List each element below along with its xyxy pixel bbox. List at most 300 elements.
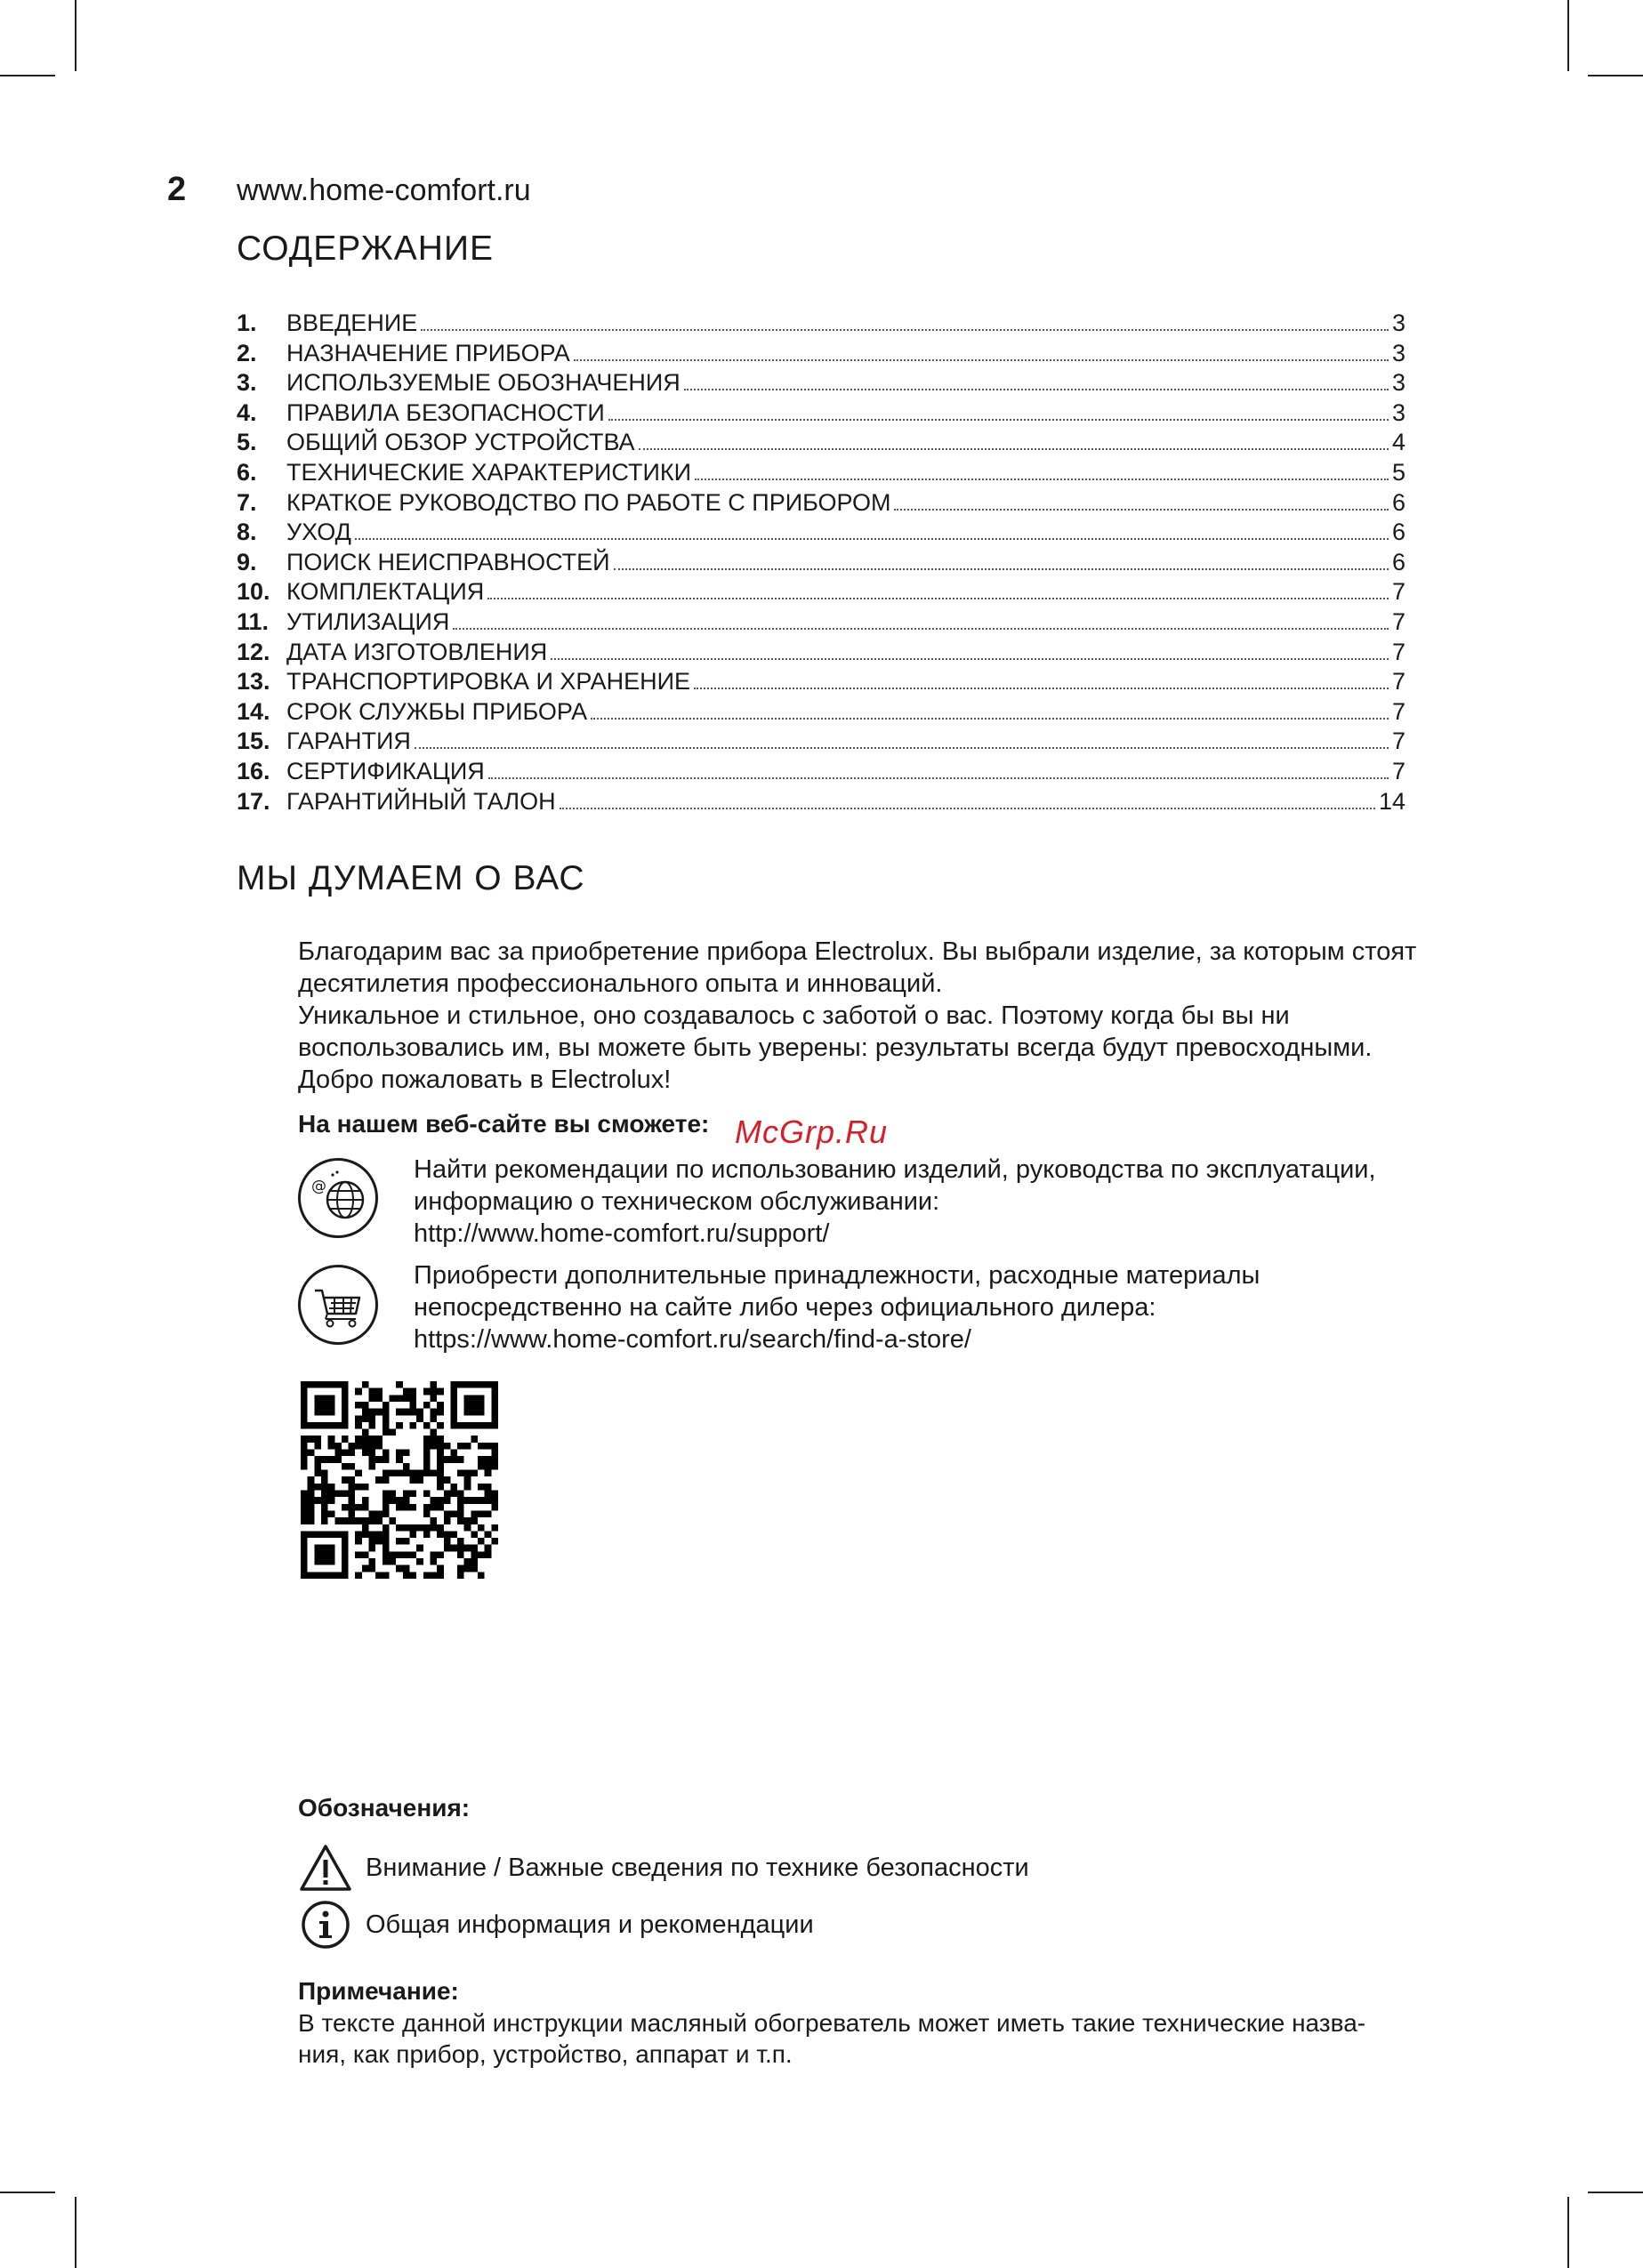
qr-module	[301, 1395, 308, 1402]
qr-module	[342, 1402, 349, 1409]
qr-module	[369, 1463, 376, 1470]
toc-item-title: ГАРАНТИЙНЫЙ ТАЛОН	[286, 787, 556, 815]
qr-module	[430, 1409, 437, 1416]
qr-module	[355, 1484, 362, 1491]
crop-mark	[1567, 2197, 1569, 2268]
qr-module	[437, 1436, 444, 1443]
qr-module	[321, 1422, 328, 1429]
qr-module	[342, 1517, 349, 1524]
qr-module	[301, 1504, 308, 1511]
qr-module	[485, 1381, 492, 1388]
qr-module	[491, 1490, 498, 1497]
qr-module	[403, 1409, 410, 1416]
qr-module	[423, 1443, 431, 1450]
toc-item[interactable]	[237, 668, 1405, 698]
toc-item-number: 11.	[237, 607, 270, 635]
qr-module	[423, 1531, 431, 1538]
qr-module	[321, 1490, 328, 1497]
qr-module	[437, 1551, 444, 1558]
qr-module	[362, 1551, 369, 1558]
qr-module	[464, 1565, 471, 1572]
qr-module	[485, 1463, 492, 1470]
qr-module	[328, 1551, 335, 1558]
qr-module	[328, 1572, 335, 1579]
toc-item-page: 14	[1378, 787, 1405, 815]
qr-module	[334, 1422, 342, 1429]
qr-module	[485, 1545, 492, 1552]
qr-module	[342, 1409, 349, 1416]
toc-item[interactable]	[237, 310, 1405, 340]
qr-module	[369, 1443, 376, 1450]
qr-module	[383, 1551, 390, 1558]
qr-module	[314, 1558, 321, 1565]
qr-module	[478, 1510, 485, 1517]
qr-module	[342, 1436, 349, 1443]
qr-module	[369, 1436, 376, 1443]
qr-module	[301, 1545, 308, 1552]
toc-item[interactable]	[237, 639, 1405, 669]
qr-module	[301, 1572, 308, 1579]
watermark: McGrp.Ru	[735, 1114, 889, 1150]
qr-module	[396, 1456, 403, 1463]
qr-module	[437, 1443, 444, 1450]
toc-item-page: 6	[1391, 488, 1405, 516]
qr-module	[314, 1551, 321, 1558]
qr-module	[355, 1538, 362, 1545]
qr-module	[301, 1409, 308, 1416]
qr-module	[444, 1490, 451, 1497]
qr-module	[403, 1565, 410, 1572]
store-link[interactable]: https://www.home-comfort.ru/search/find-a-store/	[414, 1325, 971, 1354]
toc-item[interactable]	[237, 758, 1405, 788]
toc-item[interactable]	[237, 489, 1405, 519]
qr-module	[444, 1456, 451, 1463]
toc-item-page: 7	[1391, 578, 1405, 606]
qr-module	[430, 1395, 437, 1402]
toc-leader	[560, 808, 1375, 809]
qr-module	[416, 1545, 423, 1552]
qr-module	[444, 1531, 451, 1538]
qr-module	[301, 1388, 308, 1395]
intro-paragraph: Добро пожаловать в Electrolux!	[298, 1066, 672, 1094]
toc-item-page: 3	[1391, 398, 1405, 426]
qr-module	[437, 1409, 444, 1416]
website-heading: На нашем веб-сайте вы сможете:	[298, 1110, 710, 1138]
crop-mark	[75, 0, 77, 71]
qr-module	[437, 1504, 444, 1511]
toc-item-page: 7	[1391, 728, 1405, 755]
qr-module	[301, 1490, 308, 1497]
qr-module	[390, 1395, 397, 1402]
qr-module	[396, 1450, 403, 1457]
toc-leader	[487, 598, 1389, 599]
qr-module	[328, 1531, 335, 1538]
qr-module	[450, 1545, 457, 1552]
qr-module	[457, 1381, 464, 1388]
qr-module	[301, 1436, 308, 1443]
toc-leader	[488, 777, 1389, 779]
qr-module	[355, 1504, 362, 1511]
qr-module	[375, 1436, 383, 1443]
qr-module	[450, 1395, 457, 1402]
qr-module	[457, 1504, 464, 1511]
qr-module	[362, 1450, 369, 1457]
qr-module	[396, 1538, 403, 1545]
toc-item-title: ПОИСК НЕИСПРАВНОСТЕЙ	[286, 548, 610, 575]
qr-module	[450, 1402, 457, 1409]
qr-module	[362, 1517, 369, 1524]
qr-module	[450, 1450, 457, 1457]
qr-module	[355, 1443, 362, 1450]
qr-module	[457, 1538, 464, 1545]
qr-module	[409, 1422, 416, 1429]
qr-module	[342, 1388, 349, 1395]
qr-module	[383, 1531, 390, 1538]
toc-item-title: НАЗНАЧЕНИЕ ПРИБОРА	[286, 339, 570, 366]
qr-module	[328, 1395, 335, 1402]
qr-module	[416, 1415, 423, 1422]
qr-module	[457, 1517, 464, 1524]
toc-item[interactable]	[237, 459, 1405, 489]
toc-item-title: ОБЩИЙ ОБЗОР УСТРОЙСТВА	[286, 429, 635, 456]
qr-module	[321, 1551, 328, 1558]
qr-module	[471, 1409, 478, 1416]
qr-module	[308, 1531, 315, 1538]
qr-module	[478, 1409, 485, 1416]
site-url[interactable]: www.home-comfort.ru	[237, 173, 531, 207]
qr-module	[485, 1531, 492, 1538]
qr-module	[444, 1517, 451, 1524]
qr-module	[409, 1395, 416, 1402]
qr-module	[444, 1545, 451, 1552]
qr-module	[423, 1510, 431, 1517]
qr-module	[485, 1470, 492, 1477]
toc-leader	[421, 329, 1389, 331]
qr-module	[491, 1504, 498, 1511]
qr-module	[314, 1497, 321, 1504]
toc-item-number: 3.	[237, 369, 257, 397]
crop-mark	[1567, 0, 1569, 71]
qr-module	[342, 1545, 349, 1552]
qr-module	[485, 1456, 492, 1463]
qr-module	[450, 1409, 457, 1416]
qr-module	[491, 1422, 498, 1429]
toc-item[interactable]	[237, 549, 1405, 579]
qr-module	[430, 1436, 437, 1443]
qr-module	[369, 1409, 376, 1416]
qr-module	[375, 1388, 383, 1395]
qr-module	[308, 1490, 315, 1497]
qr-module	[334, 1456, 342, 1463]
toc-item-page: 4	[1391, 429, 1405, 456]
qr-module	[403, 1470, 410, 1477]
qr-module	[383, 1415, 390, 1422]
qr-module	[409, 1402, 416, 1409]
toc-leader	[694, 688, 1389, 689]
qr-module	[355, 1551, 362, 1558]
qr-module	[362, 1436, 369, 1443]
qr-module	[478, 1381, 485, 1388]
note-text	[298, 2007, 1454, 2070]
qr-module	[301, 1551, 308, 1558]
qr-module	[464, 1476, 471, 1484]
qr-module	[430, 1558, 437, 1565]
qr-module	[457, 1551, 464, 1558]
toc-item[interactable]	[237, 788, 1405, 818]
qr-module	[362, 1429, 369, 1436]
qr-module	[375, 1409, 383, 1416]
qr-module	[491, 1409, 498, 1416]
toc-item[interactable]	[237, 429, 1405, 459]
toc-item-page: 6	[1391, 548, 1405, 575]
qr-module	[321, 1558, 328, 1565]
qr-module	[383, 1510, 390, 1517]
toc-leader	[695, 479, 1389, 480]
qr-module	[308, 1436, 315, 1443]
qr-module	[491, 1497, 498, 1504]
qr-module	[471, 1402, 478, 1409]
toc-item[interactable]	[237, 578, 1405, 608]
qr-module	[464, 1524, 471, 1532]
qr-module	[314, 1470, 321, 1477]
toc-item-number: 7.	[237, 488, 257, 516]
qr-module	[437, 1484, 444, 1491]
qr-module	[362, 1409, 369, 1416]
info-icon	[298, 1900, 353, 1950]
qr-module	[342, 1531, 349, 1538]
qr-module	[403, 1497, 410, 1504]
qr-module	[369, 1422, 376, 1429]
toc-item-number: 12.	[237, 638, 270, 665]
qr-module	[478, 1538, 485, 1545]
toc-item-title: СЕРТИФИКАЦИЯ	[286, 757, 485, 784]
qr-module	[321, 1484, 328, 1491]
qr-module	[423, 1422, 431, 1429]
qr-module	[409, 1504, 416, 1511]
qr-module	[457, 1456, 464, 1463]
qr-module	[328, 1510, 335, 1517]
qr-module	[328, 1456, 335, 1463]
qr-module	[464, 1402, 471, 1409]
qr-module	[437, 1497, 444, 1504]
crop-mark	[1588, 2192, 1643, 2193]
toc-item-number: 5.	[237, 429, 257, 456]
qr-module	[349, 1450, 356, 1457]
qr-module	[464, 1470, 471, 1477]
qr-module	[369, 1558, 376, 1565]
qr-module	[471, 1497, 478, 1504]
qr-module	[375, 1572, 383, 1579]
toc-item-page: 3	[1391, 310, 1405, 336]
qr-module	[369, 1510, 376, 1517]
qr-module	[409, 1409, 416, 1416]
toc-item-title: СРОК СЛУЖБЫ ПРИБОРА	[286, 697, 588, 725]
toc-item-title: ГАРАНТИЯ	[286, 728, 411, 755]
qr-module	[349, 1497, 356, 1504]
qr-module	[321, 1531, 328, 1538]
qr-module	[423, 1470, 431, 1477]
qr-module	[450, 1381, 457, 1388]
qr-module	[328, 1490, 335, 1497]
qr-module	[301, 1531, 308, 1538]
qr-module	[342, 1415, 349, 1422]
qr-module	[478, 1572, 485, 1579]
qr-module	[396, 1504, 403, 1511]
qr-module	[485, 1551, 492, 1558]
qr-module	[478, 1422, 485, 1429]
toc-leader	[355, 538, 1389, 540]
qr-module	[321, 1470, 328, 1477]
toc-item[interactable]	[237, 698, 1405, 728]
qr-module	[334, 1450, 342, 1457]
qr-module	[301, 1443, 308, 1450]
qr-module	[416, 1470, 423, 1477]
toc-item-title: ИСПОЛЬЗУЕМЫЕ ОБОЗНАЧЕНИЯ	[286, 369, 681, 397]
qr-module	[478, 1484, 485, 1491]
toc-leader	[453, 628, 1389, 630]
qr-module	[349, 1490, 356, 1497]
toc-item-page: 7	[1391, 757, 1405, 784]
qr-module	[369, 1456, 376, 1463]
toc-leader	[684, 389, 1389, 390]
toc-item-number: 6.	[237, 458, 257, 486]
qr-module	[450, 1510, 457, 1517]
qr-module	[383, 1504, 390, 1511]
qr-module	[430, 1388, 437, 1395]
toc-item[interactable]	[237, 519, 1405, 549]
qr-module	[308, 1450, 315, 1457]
qr-module	[485, 1422, 492, 1429]
qr-module	[396, 1381, 403, 1388]
note-line: В тексте данной инструкции масляный обогреватель может иметь такие технические назва-	[298, 2009, 1366, 2037]
toc-item[interactable]	[237, 728, 1405, 758]
qr-module	[390, 1490, 397, 1497]
qr-code[interactable]	[301, 1381, 498, 1579]
qr-module	[471, 1395, 478, 1402]
qr-module	[478, 1551, 485, 1558]
qr-module	[478, 1463, 485, 1470]
qr-module	[457, 1572, 464, 1579]
qr-module	[437, 1572, 444, 1579]
qr-module	[390, 1517, 397, 1524]
qr-module	[334, 1517, 342, 1524]
qr-module	[308, 1504, 315, 1511]
support-link[interactable]: http://www.home-comfort.ru/support/	[414, 1219, 830, 1248]
note-line: ния, как прибор, устройство, аппарат и т.п.	[298, 2040, 793, 2068]
qr-module	[383, 1456, 390, 1463]
toc-item-number: 15.	[237, 728, 270, 755]
qr-module	[396, 1395, 403, 1402]
qr-module	[334, 1531, 342, 1538]
qr-module	[416, 1409, 423, 1416]
feature-store	[414, 1259, 1463, 1355]
toc-item-title: ВВЕДЕНИЕ	[286, 310, 418, 336]
toc-item[interactable]	[237, 369, 1405, 399]
qr-module	[423, 1388, 431, 1395]
qr-module	[328, 1422, 335, 1429]
qr-module	[457, 1545, 464, 1552]
crop-mark	[0, 2192, 55, 2193]
qr-module	[375, 1395, 383, 1402]
toc-item[interactable]	[237, 608, 1405, 639]
qr-module	[321, 1545, 328, 1552]
qr-module	[403, 1504, 410, 1511]
toc-item-title: КОМПЛЕКТАЦИЯ	[286, 578, 485, 606]
qr-module	[485, 1497, 492, 1504]
qr-module	[423, 1450, 431, 1457]
qr-module	[349, 1476, 356, 1484]
qr-module	[437, 1402, 444, 1409]
toc-item-page: 7	[1391, 668, 1405, 696]
qr-module	[383, 1538, 390, 1545]
qr-module	[464, 1484, 471, 1491]
qr-module	[471, 1531, 478, 1538]
qr-module	[342, 1538, 349, 1545]
qr-module	[375, 1456, 383, 1463]
qr-module	[403, 1490, 410, 1497]
qr-module	[471, 1551, 478, 1558]
qr-module	[375, 1531, 383, 1538]
qr-module	[423, 1524, 431, 1532]
qr-module	[478, 1497, 485, 1504]
toc-item-title: КРАТКОЕ РУКОВОДСТВО ПО РАБОТЕ С ПРИБОРОМ	[286, 488, 891, 516]
symbol-warning-row	[298, 1843, 1029, 1893]
toc-item[interactable]	[237, 340, 1405, 370]
qr-module	[369, 1415, 376, 1422]
qr-module	[308, 1422, 315, 1429]
toc-item-number: 9.	[237, 548, 257, 575]
qr-module	[485, 1484, 492, 1491]
qr-module	[450, 1422, 457, 1429]
qr-module	[444, 1476, 451, 1484]
qr-module	[369, 1388, 376, 1395]
crop-mark	[0, 75, 55, 76]
qr-module	[342, 1381, 349, 1388]
toc-item-page: 7	[1391, 697, 1405, 725]
qr-module	[355, 1531, 362, 1538]
toc-item-page: 7	[1391, 607, 1405, 635]
qr-module	[423, 1463, 431, 1470]
qr-module	[355, 1436, 362, 1443]
toc-item-page: 3	[1391, 369, 1405, 397]
qr-module	[301, 1497, 308, 1504]
warning-label: Внимание / Важные сведения по технике безопасности	[366, 1853, 1029, 1882]
qr-module	[430, 1429, 437, 1436]
qr-module	[430, 1381, 437, 1388]
qr-module	[464, 1558, 471, 1565]
qr-module	[457, 1422, 464, 1429]
qr-module	[491, 1538, 498, 1545]
qr-module	[464, 1517, 471, 1524]
qr-module	[396, 1409, 403, 1416]
toc-item-number: 10.	[237, 578, 270, 606]
qr-module	[430, 1470, 437, 1477]
qr-module	[485, 1443, 492, 1450]
qr-module	[301, 1450, 308, 1457]
toc-item-page: 6	[1391, 519, 1405, 546]
qr-module	[362, 1443, 369, 1450]
qr-module	[308, 1476, 315, 1484]
qr-module	[301, 1517, 308, 1524]
crop-mark	[75, 2197, 77, 2268]
feature-line: Найти рекомендации по использованию изделий, руководства по эксплуатации,	[414, 1155, 1376, 1184]
qr-module	[485, 1510, 492, 1517]
toc-item-title: ТЕХНИЧЕСКИЕ ХАРАКТЕРИСТИКИ	[286, 458, 692, 486]
toc-item[interactable]	[237, 399, 1405, 430]
qr-module	[301, 1510, 308, 1517]
qr-module	[375, 1510, 383, 1517]
crop-mark	[1588, 75, 1643, 76]
